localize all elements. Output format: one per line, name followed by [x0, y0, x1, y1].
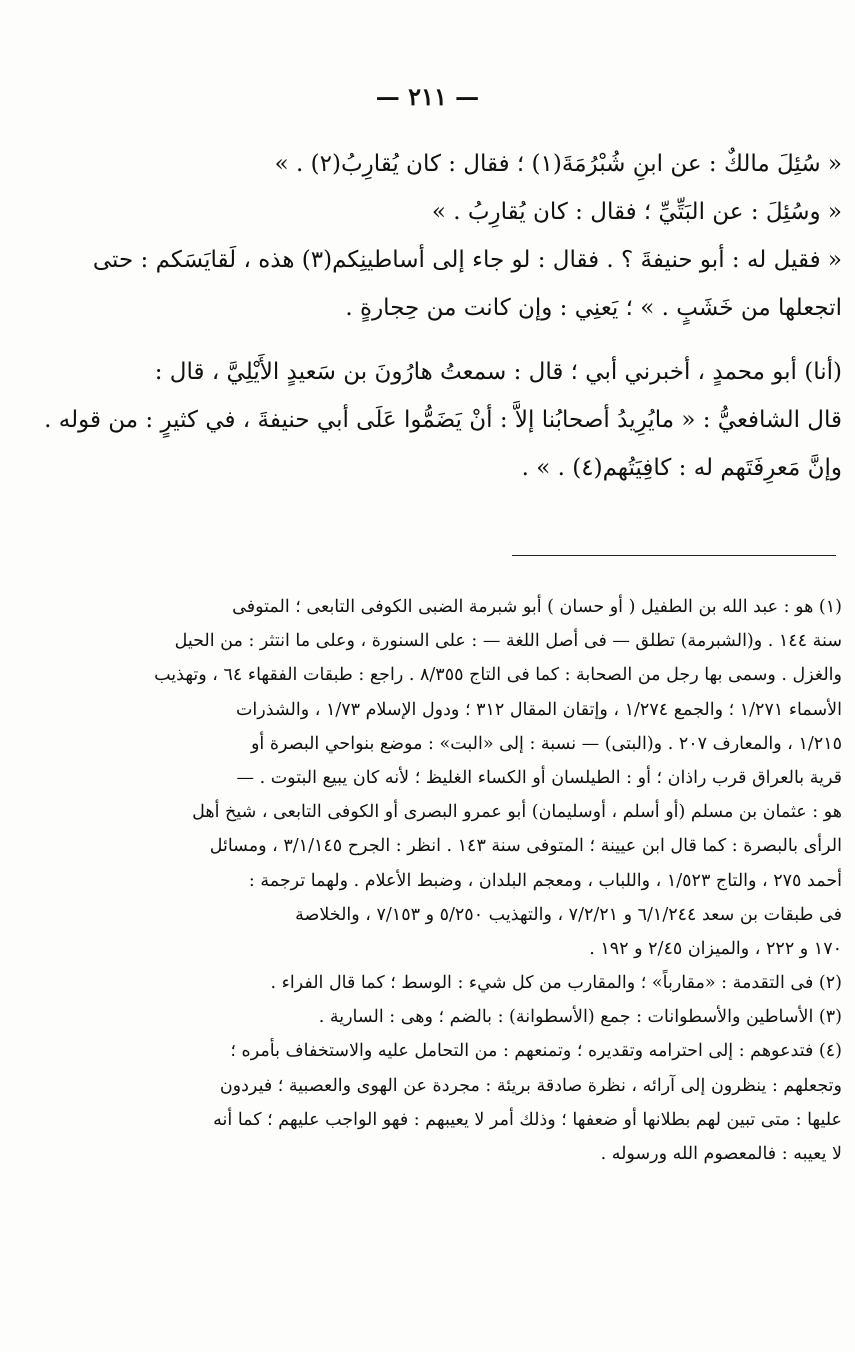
footnote-line: أحمد ٢٧٥ ، والتاج ١/٥٢٣ ، واللباب ، ومعجم البلدان ، وضبط الأعلام . ولهما ترجمة :	[248, 870, 842, 891]
text-line: وإنَّ مَعرِفَتَهم له : كافِيَتُهم(٤) . » .	[521, 455, 842, 481]
footnote-line: لا يعيبه : فالمعصوم الله ورسوله .	[600, 1144, 842, 1164]
footnote-separator	[512, 555, 836, 556]
text-line: « سُئِلَ مالكٌ : عن ابنِ شُبْرُمَةَ(١) ؛ فقال : كان يُقارِبُ(٢) . »	[274, 151, 842, 177]
footnote-line: فى طبقات بن سعد ٦/١/٢٤٤ و ٧/٢/٢١ ، والتهذيب ٥/٢٥٠ و ٧/١٥٣ ، والخلاصة	[295, 904, 842, 925]
footnote-line: ١/٢١٥ ، والمعارف ٢٠٧ . و(البتى) — نسبة : إلى «البت» : موضع بنواحي البصرة أو	[250, 733, 842, 754]
main-text	[44, 140, 842, 492]
text-line: (أنا) أبو محمدٍ ، أخبرني أبي ؛ قال : سمعتُ هارُونَ بن سَعيدٍ الأَيْلِيَّ ، قال :	[154, 359, 842, 385]
footnote-line: والغزل . وسمى بها رجل من الصحابة : كما فى التاج ٨/٣٥٥ . راجع : طبقات الفقهاء ٦٤ ، وتهذيب	[154, 665, 842, 686]
footnote-line: (٣) الأساطين والأسطوانات : جمع (الأسطوانة) : بالضم ؛ وهى : السارية .	[318, 1007, 842, 1028]
footnote-line: قرية بالعراق قرب راذان ؛ أو : الطيلسان أو الكساء الغليظ ؛ لأنه كان يبيع البتوت . —	[236, 767, 842, 788]
text-line: اتجعلها من خَشَبٍ . » ؛ يَعنِي : وإن كانت من حِجارةٍ .	[345, 295, 842, 321]
footnote-line: سنة ١٤٤ . و(الشبرمة) تطلق — فى أصل اللغة — : على السنورة ، وعلى ما انتثر : من الحيل	[174, 631, 842, 652]
text-line: « فقيل له : أبو حنيفةَ ؟ . فقال : لو جاء إلى أساطينِكم(٣) هذه ، لَقايَسَكم : حتى	[92, 247, 842, 273]
footnote-line: (٢) فى التقدمة : «مقارباً» ؛ والمقارب من كل شيء : الوسط ؛ كما قال الفراء .	[270, 973, 842, 994]
page-number: — ٢١١ —	[375, 82, 480, 111]
footnote-line: هو : عثمان بن مسلم (أو أسلم ، أوسليمان) أبو عمرو البصرى أو الكوفى التابعى ، شيخ أهل	[192, 802, 842, 823]
text-line: « وسُئِلَ : عن البَتِّيِّ ؛ فقال : كان يُقارِبُ . »	[431, 199, 842, 225]
footnotes	[120, 590, 842, 1171]
footnote-line: (٤) فتدعوهم : إلى احترامه وتقديره ؛ وتمنعهم : من التحامل عليه والاستخفاف بأمره ؛	[230, 1041, 842, 1062]
footnote-line: ١٧٠ و ٢٢٢ ، والميزان ٢/٤٥ و ١٩٢ .	[589, 938, 842, 959]
footnote-line: الأسماء ١/٢٧١ ؛ والجمع ١/٢٧٤ ، وإتقان المقال ٣١٢ ؛ ودول الإسلام ١/٧٣ ، والشذرات	[235, 699, 842, 720]
footnote-line: وتجعلهم : ينظرون إلى آرائه ، نظرة صادقة بريئة : مجردة عن الهوى والعصبية ؛ فيردون	[219, 1075, 842, 1096]
footnote-line: الرأى بالبصرة : كما قال ابن عيينة ؛ المتوفى سنة ١٤٣ . انظر : الجرح ٣/١/١٤٥ ، ومسائل	[209, 836, 842, 857]
text-line: قال الشافعيُّ : « مايُرِيدُ أصحابُنا إلاَّ : أنْ يَضَمُّوا عَلَى أبي حنيفةَ ، في كثيرٍ : من قوله .	[44, 407, 842, 433]
footnote-line: عليها : متى تبين لهم بطلانها أو ضعفها ؛ وذلك أمر لا يعيبهم : فهو الواجب عليهم ؛ كما أنه	[213, 1109, 842, 1130]
footnote-line: (١) هو : عبد الله بن الطفيل ( أو حسان ) أبو شبرمة الضبى الكوفى التابعى ؛ المتوفى	[232, 597, 842, 617]
